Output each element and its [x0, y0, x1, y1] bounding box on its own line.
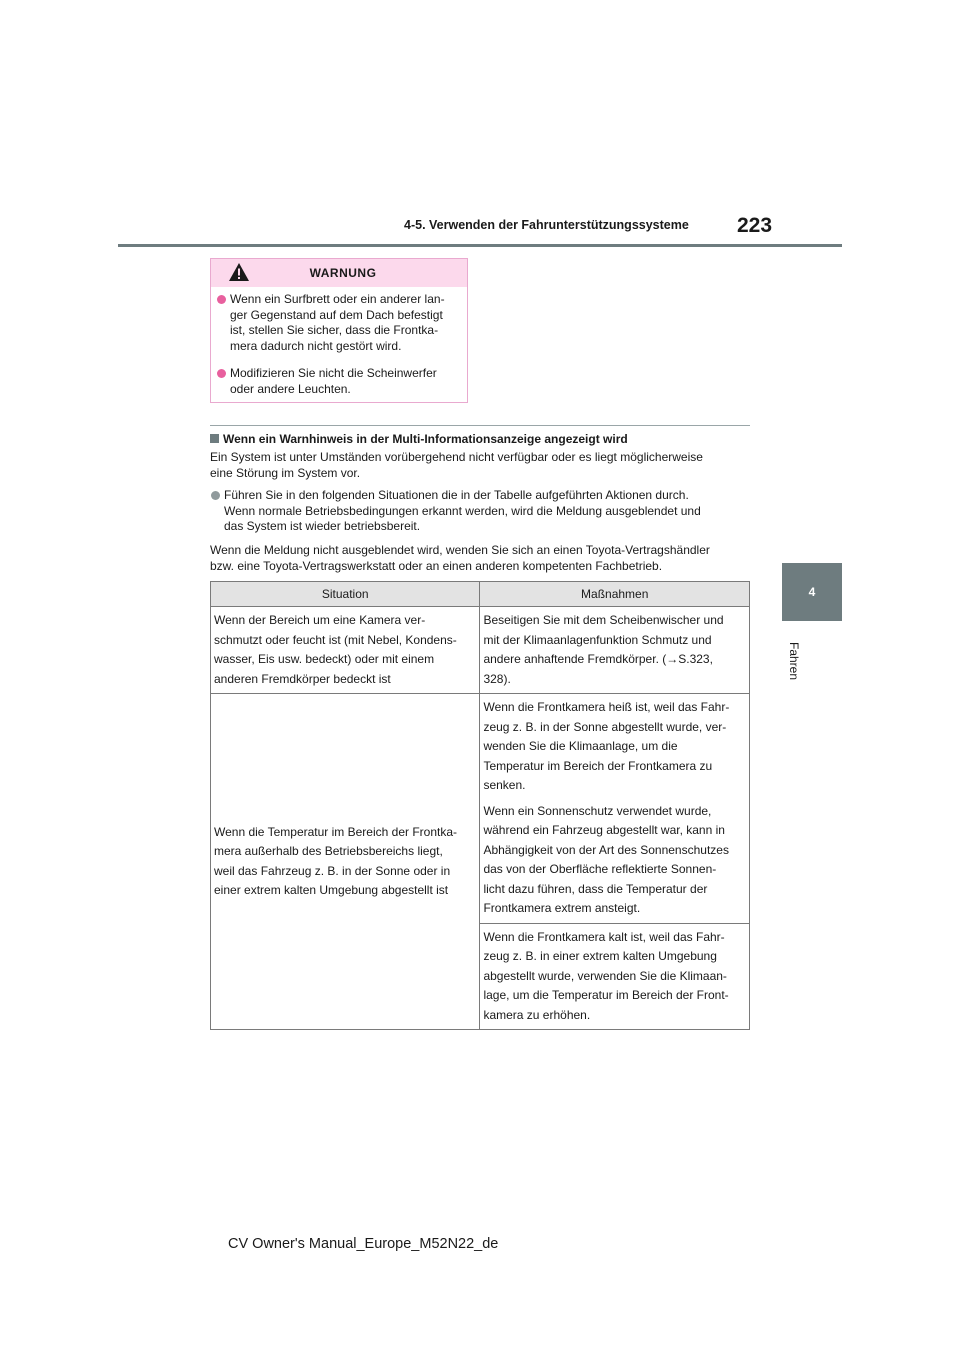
situation-text: Wenn die Temperatur im Bereich der Frontka- mera außerhalb des Betriebsbereichs liegt, weil das Fahrzeug z. B. in der Sonne oder in einer extrem kalten Umgebung abgestellt ist [214, 824, 457, 897]
action-text: Wenn ein Sonnenschutz verwendet wurde, während ein Fahrzeug abgestellt war, kann in Abhängigkeit von der Art des Sonnenschutzes das von der Oberfläche reflektierte Sonnen- licht dazu führen, dass die Temperatur der Frontkamera extrem ansteigt. [483, 803, 729, 915]
header-divider [118, 244, 842, 247]
bullet-icon [217, 369, 226, 378]
chapter-tab [782, 563, 842, 621]
bullet-icon [217, 295, 226, 304]
situation-text: Wenn der Bereich um eine Kamera ver- schmutzt oder feucht ist (mit Nebel, Kondens- wasser, Eis usw. bedeckt) oder mit einem anderen Fremdkörper bedeckt ist [214, 613, 457, 686]
sub-heading-text: Wenn ein Warnhinweis in der Multi-Informationsanzeige angezeigt wird [223, 432, 628, 446]
footer-text: CV Owner's Manual_Europe_M52N22_de [228, 1236, 499, 1252]
table-header-row [211, 582, 750, 607]
table-cell [480, 607, 750, 694]
warning-item [217, 366, 461, 397]
section-title: 4-5. Verwenden der Fahrunterstützungssysteme [404, 218, 689, 232]
square-bullet-icon [210, 434, 219, 443]
warning-triangle-icon [228, 262, 250, 282]
section-divider [210, 425, 750, 426]
chapter-label-text: Fahren [787, 641, 801, 681]
table-cell [211, 694, 480, 1030]
warning-item-text: Modifizieren Sie nicht die Scheinwerfer oder andere Leuchten. [230, 366, 437, 396]
warning-title: WARNUNG [309, 266, 377, 280]
table-cell [480, 923, 750, 1030]
action-text: Beseitigen Sie mit dem Scheibenwischer und mit der Klimaanlagenfunktion Schmutz und andere anhaftende Fremdkörper. (→S.323, 328). [483, 613, 724, 686]
bullet-item [210, 488, 750, 535]
sub-heading [210, 432, 628, 446]
page-number: 223 [737, 214, 773, 237]
action-text: Wenn die Frontkamera kalt ist, weil das Fahr- zeug z. B. in einer extrem kalten Umgebung abgestellt wurde, verwenden Sie die Klimaan- lage, um die Temperatur im Bereich der Front- kamera zu erhöhen. [483, 929, 729, 1022]
bullet-icon [211, 491, 220, 500]
bullet-text: Führen Sie in den folgenden Situationen die in der Tabelle aufgeführten Aktionen durch. Wenn normale Betriebsbedingungen erkannt werden, wird die Meldung ausgeblendet und das System ist wieder betriebsbereit. [224, 488, 701, 533]
note-paragraph: Wenn die Meldung nicht ausgeblendet wird, wenden Sie sich an einen Toyota-Vertragshändler bzw. eine Toyota-Vertragswerkstatt oder an einen anderen kompetenten Fachbetrieb. [210, 543, 710, 573]
warning-box [210, 258, 468, 403]
intro-paragraph: Ein System ist unter Umständen vorübergehend nicht verfügbar oder es liegt möglicherweise eine Störung im System vor. [210, 450, 703, 480]
chapter-number: 4 [808, 585, 816, 599]
table-cell [480, 694, 750, 924]
table-cell [211, 607, 480, 694]
table-row [211, 607, 750, 694]
chapter-side-label [786, 632, 802, 692]
table-header-situation: Situation [211, 582, 480, 607]
situation-table [210, 581, 750, 1030]
warning-item [217, 292, 461, 354]
table-row [211, 694, 750, 924]
warning-item-text: Wenn ein Surfbrett oder ein anderer lan- ger Gegenstand auf dem Dach befestigt ist, stellen Sie sicher, dass die Frontka- mera dadurch nicht gestört wird. [230, 292, 445, 353]
warning-header [211, 259, 467, 287]
action-text: Wenn die Frontkamera heiß ist, weil das Fahr- zeug z. B. in der Sonne abgestellt wurde, ver- wenden Sie die Klimaanlage, um die Temperatur im Bereich der Frontkamera zu senken. [483, 700, 730, 792]
table-header-actions: Maßnahmen [480, 582, 750, 607]
